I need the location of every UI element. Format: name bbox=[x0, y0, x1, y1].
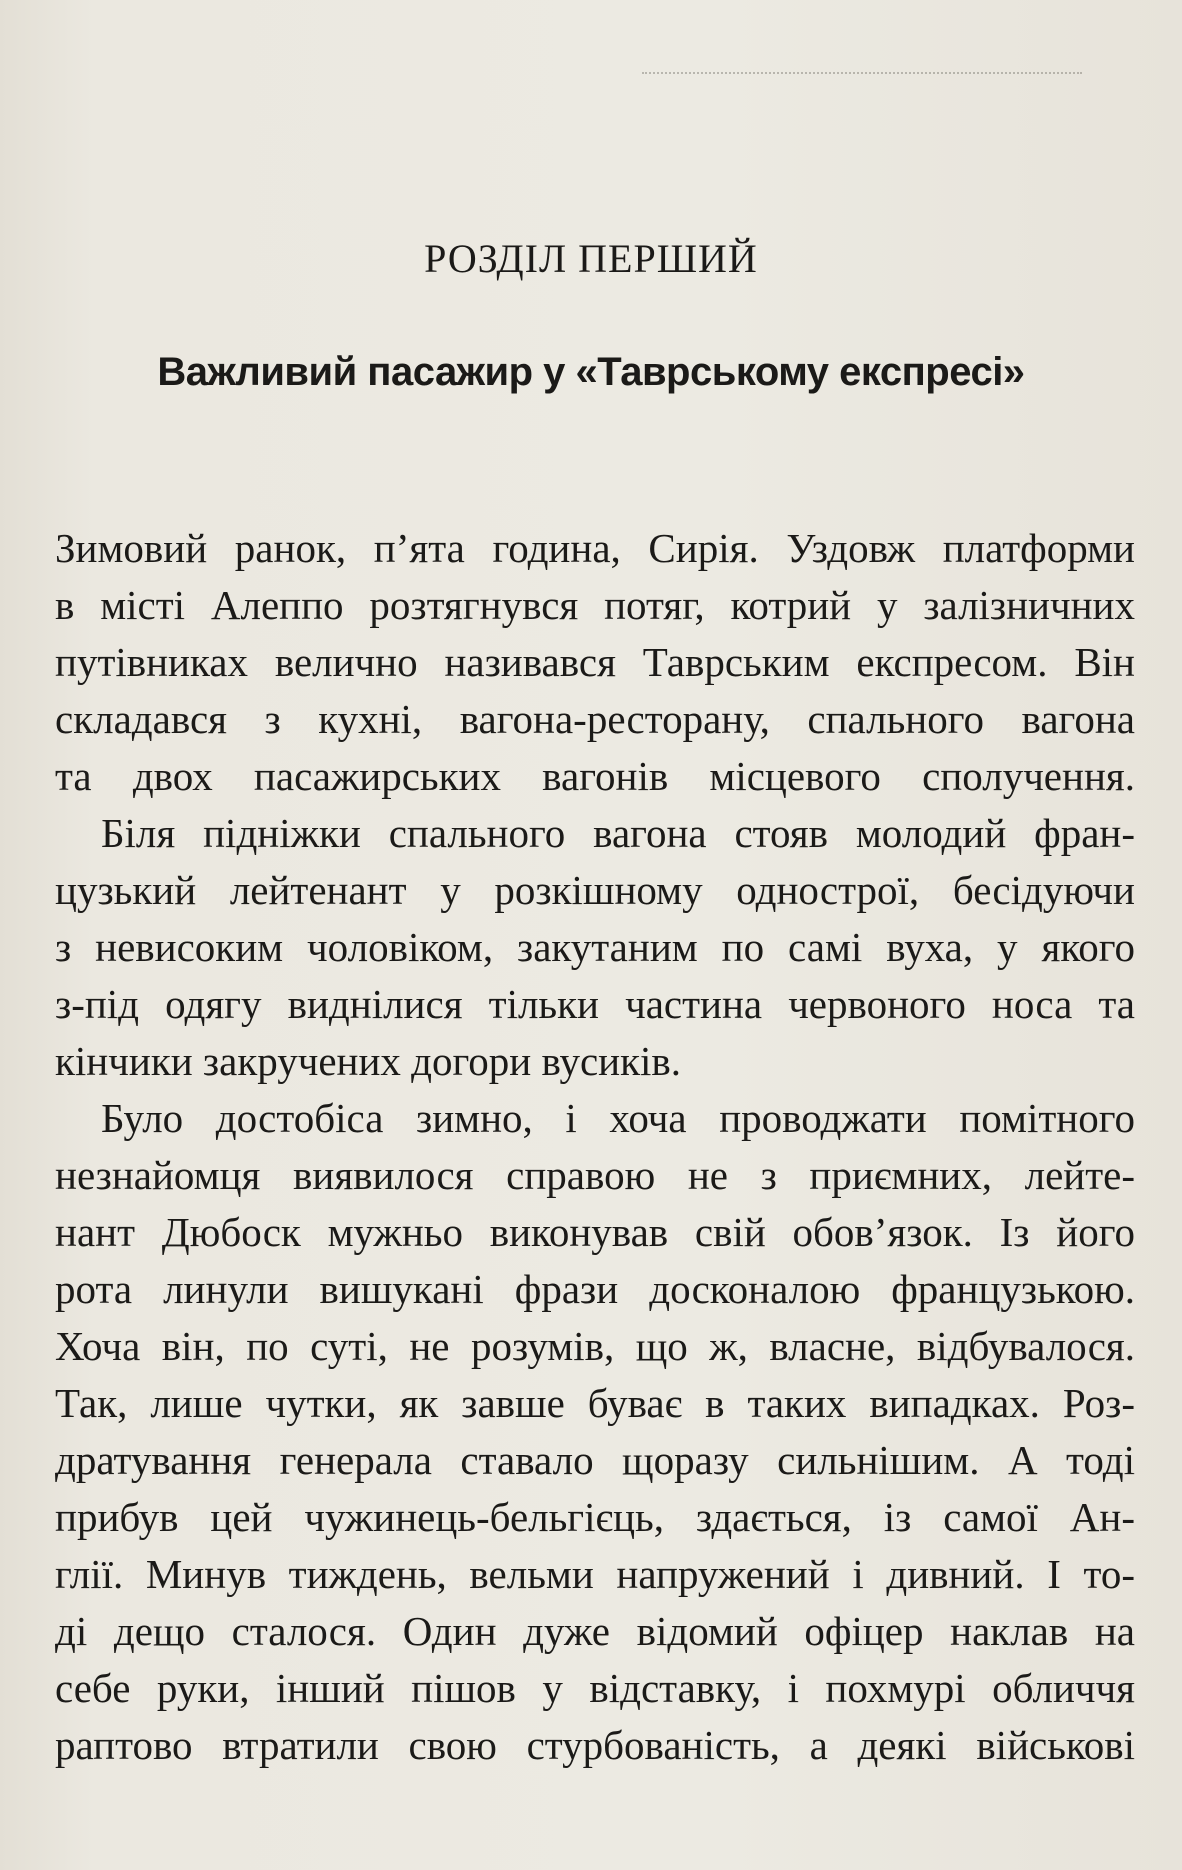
text-line: Так, лише чутки, як завше буває в таких випадках. Роз- bbox=[55, 1380, 1135, 1426]
text-line: рота линули вишукані фрази досконалою французькою. bbox=[55, 1266, 1135, 1312]
body-text bbox=[55, 520, 1135, 1774]
text-line: кінчики закручених догори вусиків. bbox=[55, 1038, 682, 1084]
text-line: раптово втратили свою стурбованість, а деякі військові bbox=[55, 1722, 1135, 1768]
text-line: нант Дюбоск мужньо виконував свій обов’язок. Із його bbox=[55, 1209, 1135, 1255]
text-line: з-під одягу виднілися тільки частина червоного носа та bbox=[55, 981, 1135, 1027]
text-line: складався з кухні, вагона-ресторану, спального вагона bbox=[55, 696, 1135, 742]
text-line: Було достобіса зимно, і хоча проводжати помітного bbox=[101, 1095, 1135, 1141]
text-line: путівниках велично називався Таврським експресом. Він bbox=[55, 639, 1135, 685]
text-line: незнайомця виявилося справою не з приємних, лейте- bbox=[55, 1152, 1135, 1198]
text-line: дратування генерала ставало щоразу сильнішим. А тоді bbox=[55, 1437, 1135, 1483]
running-head-rule bbox=[642, 72, 1082, 74]
text-line: Зимовий ранок, п’ята година, Сирія. Уздовж платформи bbox=[55, 525, 1135, 571]
chapter-heading: РОЗДІЛ ПЕРШИЙ bbox=[424, 236, 758, 281]
text-line: глії. Минув тиждень, вельми напружений і дивний. І то- bbox=[55, 1551, 1135, 1597]
text-line: ді дещо сталося. Один дуже відомий офіцер наклав на bbox=[55, 1608, 1135, 1654]
text-line: прибув цей чужинець-бельгієць, здається, із самої Ан- bbox=[55, 1494, 1135, 1540]
text-line: в місті Алеппо розтягнувся потяг, котрий у залізничних bbox=[55, 582, 1135, 628]
text-line: себе руки, інший пішов у відставку, і похмурі обличчя bbox=[55, 1665, 1135, 1711]
text-line: Хоча він, по суті, не розумів, що ж, власне, відбувалося. bbox=[55, 1323, 1135, 1369]
chapter-title: Важливий пасажир у «Таврському експресі» bbox=[157, 350, 1025, 394]
text-line: з невисоким чоловіком, закутаним по самі вуха, у якого bbox=[55, 924, 1135, 970]
text-line: Біля підніжки спального вагона стояв молодий фран- bbox=[101, 810, 1135, 856]
running-head bbox=[582, 58, 1142, 88]
text-line: та двох пасажирських вагонів місцевого сполучення. bbox=[55, 753, 1135, 799]
text-line: цузький лейтенант у розкішному однострої, бесідуючи bbox=[55, 867, 1135, 913]
